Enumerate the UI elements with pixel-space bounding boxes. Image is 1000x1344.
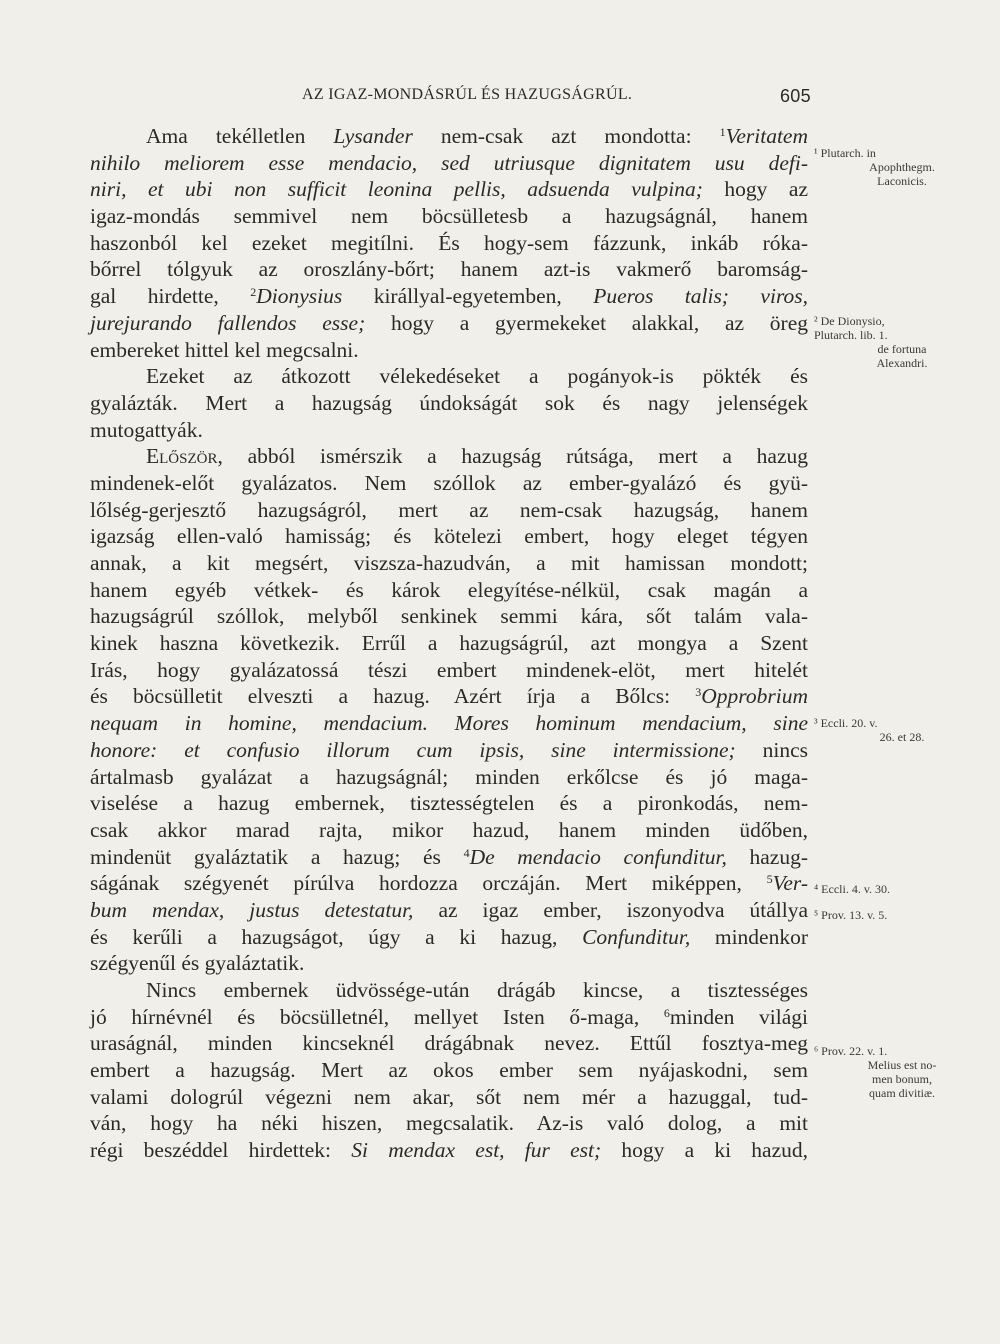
text-line: ártalmasb gyalázat a hazugságnál; minden erkőlcse és jó maga-	[90, 764, 808, 789]
text-line: Ezeket az átkozott vélekedéseket a pogányok-is pökték és	[146, 364, 808, 389]
body-text	[90, 123, 808, 1164]
marginal-note: ⁶ Prov. 22. v. 1. Melius est no- men bonum, quam divitiæ.	[814, 1044, 937, 1100]
marginal-note: ⁵ Prov. 13. v. 5.	[814, 908, 888, 922]
text-line: jurejurando fallendos esse; hogy a gyermekeket alakkal, az öreg	[90, 310, 809, 335]
text-line: hazugságrúl szóllok, melyből senkinek semmi kára, sőt talám vala-	[90, 604, 808, 629]
text-line: gyalázták. Mert a hazugság úndokságát sok és nagy jelenségek	[90, 390, 808, 415]
text-line: kinek haszna következik. Errűl a hazugságrúl, azt mongya a Szent	[90, 631, 808, 656]
text-line: bőrrel tólgyuk az oroszlány-bőrt; hanem azt-is vakmerő baromság-	[90, 257, 808, 282]
text-line: mindenek-előt gyalázatos. Nem szóllok az ember-gyalázó és gyü-	[90, 470, 808, 495]
text-line: embert a hazugság. Mert az okos ember sem nyájaskodni, sem	[90, 1058, 808, 1083]
text-line: Először, abból ismérszik a hazugság rútsága, mert a hazug	[146, 444, 808, 469]
text-line: embereket hittel kel megcsalni.	[90, 337, 359, 362]
page-number: 605	[780, 86, 811, 106]
running-header	[0, 86, 1000, 114]
marginal-note: ⁴ Eccli. 4. v. 30.	[814, 882, 891, 896]
text-line: haszonból kel ezeket megitílni. És hogy-sem fázzunk, inkáb róka-	[90, 230, 808, 255]
text-line: nihilo meliorem esse mendacio, sed utriusque dignitatem usu defi-	[90, 150, 808, 175]
text-line: szégyenűl és gyaláztatik.	[90, 951, 305, 976]
running-title: AZ IGAZ-MONDÁSRÚL ÉS HAZUGSÁGRÚL.	[302, 86, 633, 103]
text-line: gal hirdette, $^2$Dionysius királlyal-egyetemben, Pueros talis; viros,	[90, 284, 809, 309]
marginal-note: ³ Eccli. 20. v. 26. et 28.	[814, 716, 925, 744]
marginal-note: ¹ Plutarch. in Apophthegm. Laconicis.	[814, 146, 935, 188]
text-line: mutogattyák.	[90, 417, 203, 442]
text-line: mindenüt gyaláztatik a hazug; és $^4$De mendacio confunditur, hazug-	[90, 844, 808, 869]
text-line: hanem egyéb vétkek- és károk elegyítése-nélkül, csak magán a	[90, 577, 808, 602]
text-line: lőlség-gerjesztő hazugságról, mert az nem-csak hazugság, hanem	[90, 497, 808, 522]
text-line: bum mendax, justus detestatur, az igaz ember, iszonyodva útállya	[90, 897, 808, 922]
text-line: Ama tekélletlen Lysander nem-csak azt mondotta: $^1$Veritatem	[146, 124, 808, 148]
text-line: honore: et confusio illorum cum ipsis, sine intermissione; nincs	[90, 737, 808, 762]
text-line: és kerűli a hazugságot, úgy a ki hazug, Confunditur, mindenkor	[90, 924, 808, 949]
text-line: és böcsülletit elveszti a hazug. Azért írja a Bőlcs: $^3$Opprobrium	[90, 684, 808, 709]
text-line: csak akkor marad rajta, mikor hazud, hanem minden üdőben,	[90, 817, 808, 842]
text-line: uraságnál, minden kincseknél drágábnak nevez. Ettűl fosztya-meg	[90, 1031, 808, 1056]
text-line: nequam in homine, mendacium. Mores hominum mendacium, sine	[90, 711, 808, 736]
text-line: ságának szégyenét pírúlva hordozza orczáján. Mert miképpen, $^5$Ver-	[90, 871, 808, 896]
text-line: ván, hogy ha néki hiszen, megcsalatik. Az-is való dolog, a mit	[90, 1111, 808, 1136]
text-line: jó hírnévnél és böcsülletnél, mellyet Isten ő-maga, $^6$minden világi	[90, 1004, 808, 1029]
text-line: régi beszéddel hirdettek: Si mendax est, fur est; hogy a ki hazud,	[90, 1138, 808, 1163]
text-line: igazság ellen-való hamisság; és kötelezi embert, hogy eleget tégyen	[90, 524, 808, 549]
text-line: viselése a hazug embernek, tisztességtelen és a pironkodás, nem-	[90, 791, 808, 816]
text-line: valami dologrúl végezni nem akar, sőt nem mér a hazuggal, tud-	[90, 1084, 808, 1109]
marginal-note: ² De Dionysio, Plutarch. lib. 1. de fortuna Alexandri.	[814, 314, 928, 370]
text-line: annak, a kit megsért, viszsza-hazudván, a mit hamissan mondott;	[90, 551, 808, 575]
text-line: niri, et ubi non sufficit leonina pellis, adsuenda vulpina; hogy az	[90, 177, 808, 202]
text-line: Nincs embernek üdvössége-után drágáb kincse, a tisztességes	[146, 978, 808, 1002]
text-line: Irás, hogy gyalázatossá tészi embert mindenek-elöt, mert hitelét	[90, 657, 808, 682]
text-line: igaz-mondás semmivel nem böcsülletesb a hazugságnál, hanem	[90, 204, 808, 229]
